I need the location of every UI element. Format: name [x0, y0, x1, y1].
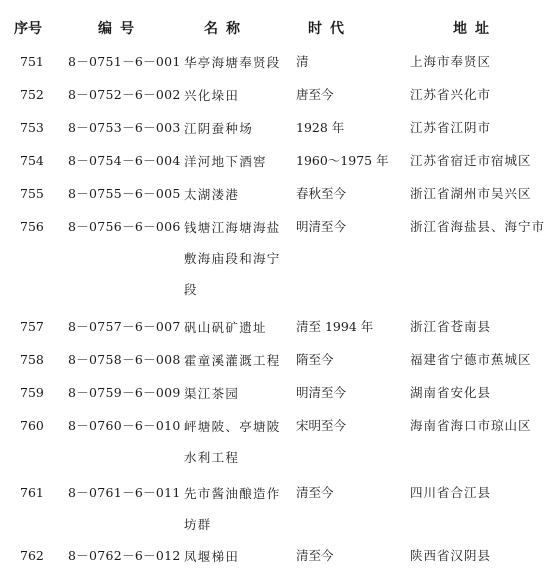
header-code: 编号	[98, 21, 142, 37]
row-era: 宋明至今	[296, 418, 347, 433]
row-name: 太湖溇港	[184, 187, 240, 202]
row-name: 洋河地下酒窖	[184, 154, 267, 169]
row-location: 海南省海口市琼山区	[410, 418, 532, 433]
row-code: 8－0754－6－004	[68, 153, 181, 168]
row-serial-number: 754	[20, 153, 44, 168]
row-serial-number: 760	[20, 418, 44, 433]
row-serial-number: 759	[20, 385, 44, 400]
row-era: 清	[296, 54, 309, 69]
row-name: 兴化垛田	[184, 88, 240, 103]
row-era: 1960～1975 年	[296, 153, 389, 168]
row-code: 8－0760－6－010	[68, 418, 181, 433]
row-code: 8－0751－6－001	[68, 54, 181, 69]
row-serial-number: 757	[20, 319, 44, 334]
row-location: 福建省宁德市蕉城区	[410, 352, 532, 367]
row-code: 8－0752－6－002	[68, 87, 181, 102]
row-serial-number: 761	[20, 485, 44, 500]
row-location: 四川省合江县	[410, 485, 492, 500]
row-era: 清至今	[296, 548, 334, 563]
header-name: 名称	[204, 21, 248, 37]
row-serial-number: 751	[20, 54, 44, 69]
row-era: 1928 年	[296, 120, 345, 135]
row-era: 明清至今	[296, 219, 347, 234]
row-location: 陕西省汉阴县	[410, 548, 492, 563]
row-location: 江苏省宿迁市宿城区	[410, 153, 532, 168]
header-serial-number: 序号	[14, 21, 42, 37]
row-era: 隋至今	[296, 352, 334, 367]
row-code: 8－0755－6－005	[68, 186, 181, 201]
row-code: 8－0758－6－008	[68, 352, 181, 367]
row-code: 8－0762－6－012	[68, 548, 181, 563]
row-name: 江阴蚕种场	[184, 121, 254, 136]
row-code: 8－0753－6－003	[68, 120, 181, 135]
row-location: 江苏省江阴市	[410, 120, 492, 135]
row-name: 华亭海塘奉贤段	[184, 55, 281, 70]
row-name: 霍童溪灌溉工程	[184, 353, 281, 368]
row-serial-number: 752	[20, 87, 44, 102]
row-code: 8－0761－6－011	[68, 485, 181, 500]
row-serial-number: 755	[20, 186, 44, 201]
row-location: 浙江省湖州市吴兴区	[410, 186, 532, 201]
row-era: 明清至今	[296, 385, 347, 400]
row-era: 唐至今	[296, 87, 334, 102]
row-serial-number: 756	[20, 219, 44, 234]
table-header	[0, 18, 550, 40]
row-era: 春秋至今	[296, 186, 347, 201]
row-era: 清至今	[296, 485, 334, 500]
header-location: 地址	[453, 21, 497, 37]
row-code: 8－0759－6－009	[68, 385, 181, 400]
row-era: 清至 1994 年	[296, 319, 374, 334]
row-name: 先市酱油酿造作坊群	[184, 486, 281, 532]
row-serial-number: 753	[20, 120, 44, 135]
row-location: 上海市奉贤区	[410, 54, 492, 69]
row-code: 8－0756－6－006	[68, 219, 181, 234]
row-name: 矾山矾矿遗址	[184, 320, 267, 335]
row-code: 8－0757－6－007	[68, 319, 181, 334]
row-serial-number: 762	[20, 548, 44, 563]
row-location: 浙江省海盐县、海宁市	[410, 219, 546, 234]
row-name: 岼塘陂、亭塘陂水利工程	[184, 419, 281, 465]
row-location: 江苏省兴化市	[410, 87, 492, 102]
row-name: 凤堰梯田	[184, 549, 240, 564]
row-name: 渠江茶园	[184, 386, 240, 401]
row-location: 浙江省苍南县	[410, 319, 492, 334]
header-era: 时代	[308, 21, 352, 37]
row-serial-number: 758	[20, 352, 44, 367]
row-name: 钱塘江海塘海盐敷海庙段和海宁段	[184, 220, 281, 297]
row-location: 湖南省安化县	[410, 385, 492, 400]
